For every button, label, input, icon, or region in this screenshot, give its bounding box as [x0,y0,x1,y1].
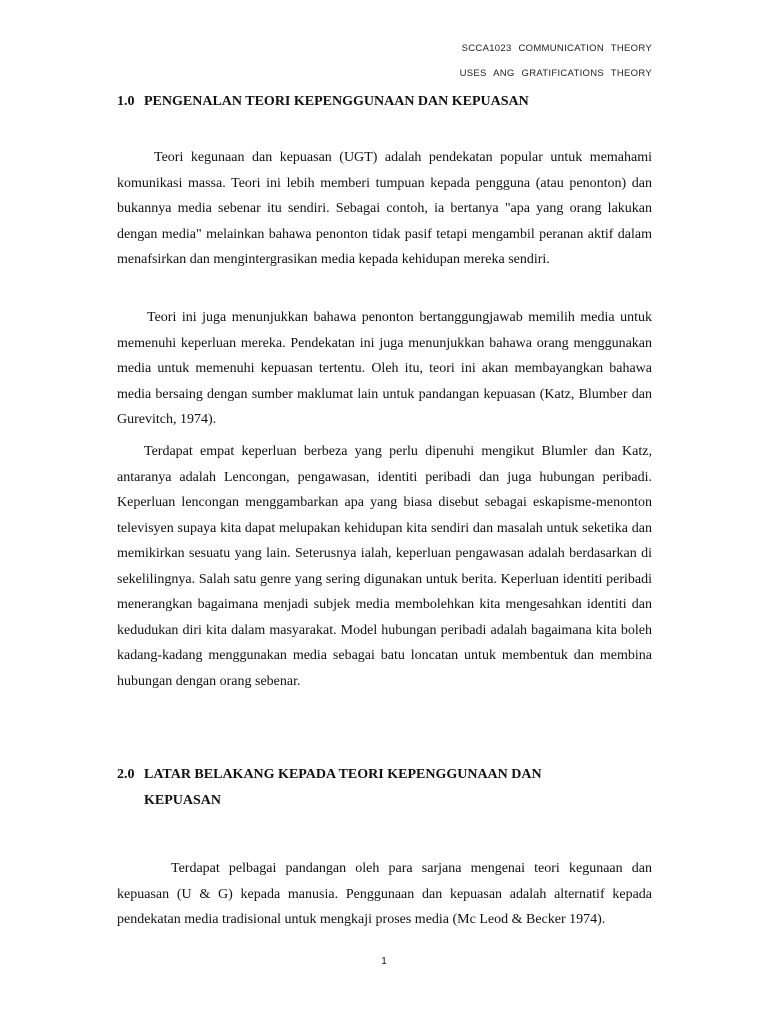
section-2-heading [117,762,657,814]
section-1-paragraph-3: Terdapat empat keperluan berbeza yang perlu dipenuhi mengikut Blumler dan Katz, antaranya adalah Lencongan, pengawasan, identiti peribadi dan juga hubungan peribadi. Keperluan lencongan menggambarkan apa yang biasa disebut sebagai eskapisme-menonton televisyen supaya kita dapat melupakan kehidupan kita sendiri dan masalah untuk seketika dan memikirkan sesuatu yang lain. Seterusnya ialah, keperluan pengawasan adalah berdasarkan di sekelilingnya. Salah satu genre yang sering digunakan untuk berita. Keperluan identiti peribadi menerangkan bagaimana menjadi subjek media membolehkan kita mengesahkan identiti dan kedudukan diri kita dalam masyarakat. Model hubungan peribadi adalah bagaimana kita boleh kadang-kadang menggunakan media sebagai batu loncatan untuk membentuk dan membina hubungan dengan orang sebenar. [117,444,652,689]
section-1-paragraph-2: Teori ini juga menunjukkan bahawa penonton bertanggungjawab memilih media untuk memenuhi keperluan mereka. Pendekatan ini juga menunjukkan bahawa orang menggunakan media untuk memenuhi kepuasan tertentu. Oleh itu, teori ini akan membayangkan bahawa media bersaing dengan sumber maklumat lain untuk pandangan kepuasan (Katz, Blumber dan Gurevitch, 1974). [117,310,652,427]
running-header-topic: USES ANG GRATIFICATIONS THEORY [459,68,652,79]
section-1-heading [117,89,657,115]
section-2-title-line-1: LATAR BELAKANG KEPADA TEORI KEPENGGUNAAN DAN [144,767,542,782]
section-1-title: PENGENALAN TEORI KEPENGGUNAAN DAN KEPUASAN [144,94,529,109]
section-1-paragraph-1: Teori kegunaan dan kepuasan (UGT) adalah pendekatan popular untuk memahami komunikasi massa. Teori ini lebih memberi tumpuan kepada pengguna (atau penonton) dan bukannya media sebenar itu sendiri. Sebagai contoh, ia bertanya "apa yang orang lakukan dengan media" melainkan bahawa penonton tidak pasif tetapi mengambil peranan aktif dalam menafsirkan dan mengintergrasikan media kepada kehidupan mereka sendiri. [117,150,652,267]
section-2-paragraph-1: Terdapat pelbagai pandangan oleh para sarjana mengenai teori kegunaan dan kepuasan (U & G) kepada manusia. Penggunaan dan kepuasan adalah alternatif kepada pendekatan media tradisional untuk mengkaji proses media (Mc Leod & Becker 1974). [117,861,652,927]
section-2-title-line-2: KEPUASAN [144,793,222,808]
running-header-course: SCCA1023 COMMUNICATION THEORY [461,43,652,54]
page-number: 1 [381,956,387,967]
section-2-number: 2.0 [117,767,135,782]
section-1-number: 1.0 [117,94,135,109]
